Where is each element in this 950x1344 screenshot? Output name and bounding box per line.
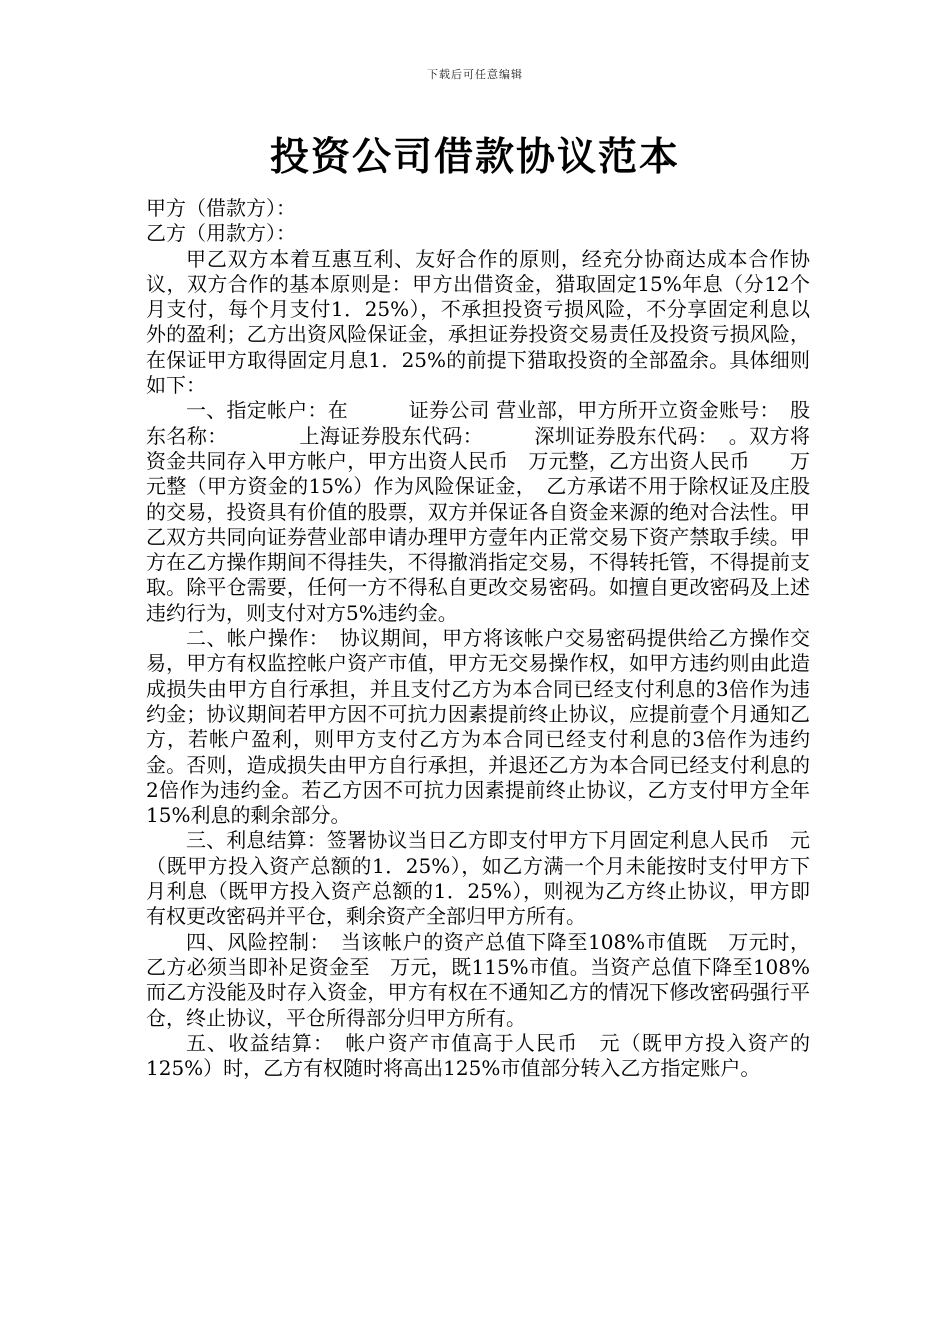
- party-b-line: 乙方（用款方）：: [146, 221, 296, 246]
- download-note: 下载后可任意编辑: [427, 68, 523, 81]
- intro-paragraph: 甲乙双方本着互惠互利、友好合作的原则，经充分协商达成本合作协议，双方合作的基本原则是：甲方出借资金，猎取固定15%年息（分12个月支付，每个月支付1．25%），不承担投资亏损风险，不分享固定利息以外的盈利；乙方出资风险保证金，承担证券投资交易责任及投资亏损风险，在保证甲方取得固定月息1．25%的前提下猎取投资的全部盈余。具体细则如下：: [146, 246, 810, 398]
- clause-account-operation: 二、帐户操作： 协议期间，甲方将该帐户交易密码提供给乙方操作交易，甲方有权监控帐户资产市值，甲方无交易操作权，如甲方违约则由此造成损失由甲方自行承担，并且支付乙方为本合同已经支付利息的3倍作为违约金；协议期间若甲方因不可抗力因素提前终止协议，应提前壹个月通知乙方，若帐户盈利，则甲方支付乙方为本合同已经支付利息的3倍作为违约金。否则，造成损失由甲方自行承担，并退还乙方为本合同已经支付利息的2倍作为违约金。若乙方因不可抗力因素提前终止协议，乙方支付甲方全年15%利息的剩余部分。: [146, 626, 810, 828]
- clause-risk-control: 四、风险控制： 当该帐户的资产总值下降至108%市值既 万元时，乙方必须当即补足资金至 万元，既115%市值。当资产总值下降至108%而乙方没能及时存入资金，甲方有权在不通知乙方的情况下修改密码强行平仓，终止协议，平仓所得部分归甲方所有。: [146, 929, 810, 1030]
- document-body: [146, 196, 810, 1081]
- clause-designated-account: 一、指定帐户：在 证券公司 营业部，甲方所开立资金账号： 股东名称： 上海证券股东代码： 深圳证券股东代码： 。双方将资金共同存入甲方帐户，甲方出资人民币 万元整，乙方出资人民币 万元整（甲方资金的15%）作为风险保证金， 乙方承诺不用于除权证及庄股的交易，投资具有价值的股票，双方并保证各自资金来源的绝对合法性。甲乙双方共同向证券营业部申请办理甲方壹年内正常交易下资产禁取手续。甲方在乙方操作期间不得挂失，不得撤消指定交易，不得转托管，不得提前支取。除平仓需要，任何一方不得私自更改交易密码。如擅自更改密码及上述违约行为，则支付对方5%违约金。: [146, 398, 810, 625]
- clause-interest-settlement: 三、利息结算：签署协议当日乙方即支付甲方下月固定利息人民币 元（既甲方投入资产总额的1．25%），如乙方满一个月未能按时支付甲方下月利息（既甲方投入资产总额的1．25%），则视为乙方终止协议，甲方即有权更改密码并平仓，剩余资产全部归甲方所有。: [146, 828, 810, 929]
- party-a-line: 甲方（借款方）：: [146, 196, 296, 220]
- document-title: 投资公司借款协议范本: [269, 134, 680, 180]
- clause-income-settlement: 五、收益结算： 帐户资产市值高于人民币 元（既甲方投入资产的125%）时，乙方有权随时将高出125%市值部分转入乙方指定账户。: [146, 1030, 810, 1081]
